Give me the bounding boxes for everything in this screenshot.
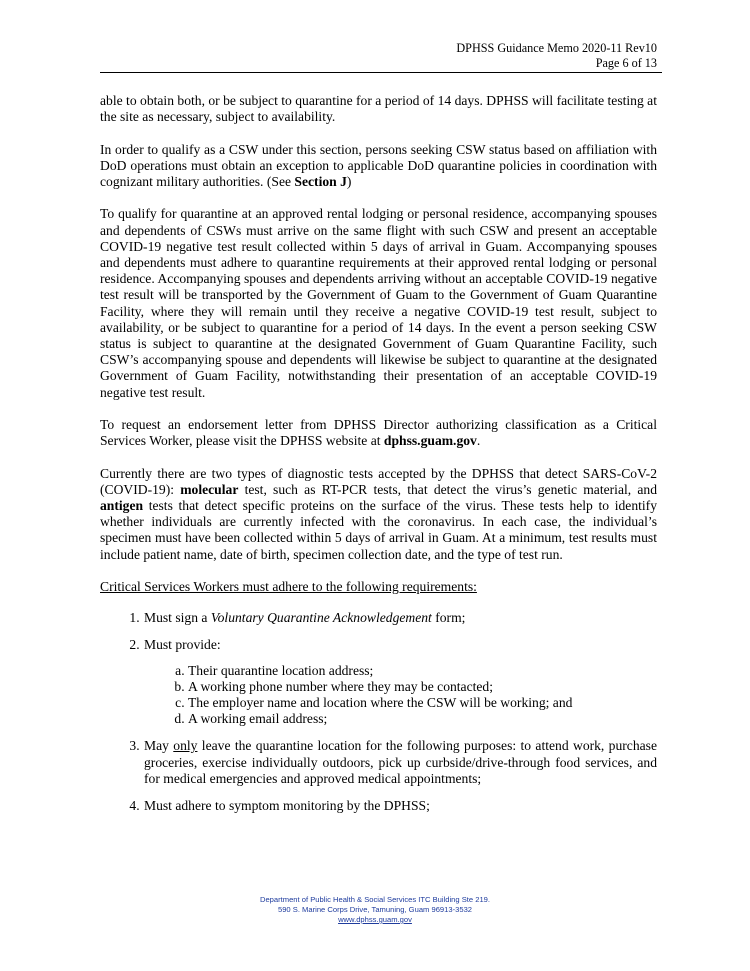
footer-address-line1: Department of Public Health & Social Services ITC Building Ste 219.: [259, 895, 491, 904]
sublist-item: b. A working phone number where they may be contacted;: [188, 679, 657, 695]
molecular-term: molecular: [180, 481, 239, 497]
sublist-item: d. A working email address;: [188, 711, 657, 727]
paragraph-dod-end: ): [346, 174, 352, 189]
req3-text-post: leave the quarantine location for the following purposes: to attend work, purchase groceries, exercise individually outdoors, pick up curbside/drive-through food services, and for medical emergencies and approved medical appointments;: [144, 738, 657, 786]
requirement-item: [143, 610, 657, 626]
page-footer: [0, 895, 750, 925]
requirement-item: [143, 738, 657, 787]
provide-sublist: [144, 663, 657, 728]
req1-text-pre: Must sign a: [144, 610, 211, 626]
sublist-item: a. Their quarantine location address;: [188, 663, 657, 679]
section-j-reference: Section J: [294, 174, 347, 189]
requirements-heading: Critical Services Workers must adhere to the following requirements:: [100, 579, 477, 595]
paragraph-endorsement-text: To request an endorsement letter from DPHSS Director authorizing classification as a Critical Services Worker, please visit the DPHSS website at: [100, 417, 657, 449]
requirement-item: 4. Must adhere to symptom monitoring by the DPHSS;: [143, 798, 657, 814]
page-number: Page 6 of 13: [595, 56, 657, 70]
sublist-item: c. The employer name and location where the CSW will be working; and: [188, 695, 657, 711]
footer-address-line2: 590 S. Marine Corps Drive, Tamuning, Guam 96913-3532: [277, 905, 473, 914]
req3-only: only: [173, 738, 198, 754]
requirements-list: [100, 610, 657, 814]
requirement-item: [143, 637, 657, 727]
memo-title: DPHSS Guidance Memo 2020-11 Rev10: [456, 41, 657, 55]
header-rule: [100, 72, 662, 73]
paragraph-tests: [100, 466, 657, 563]
paragraph-endorsement: [100, 417, 657, 449]
antigen-term: antigen: [100, 498, 144, 514]
paragraph-dod-text: In order to qualify as a CSW under this section, persons seeking CSW status based on affiliation with DoD operations must obtain an exception to applicable DoD quarantine policies in coordination with cognizant military authorities. (See: [100, 141, 657, 189]
footer-website-link[interactable]: www.dphss.guam.gov: [338, 915, 412, 924]
req1-text-post: form;: [431, 610, 466, 626]
paragraph-dependents: To qualify for quarantine at an approved rental lodging or personal residence, accompanying spouses and dependents of CSWs must arrive on the same flight with such CSW and present an acceptable COVID-19 negative test result collected within 5 days of arrival in Guam. Accompanying spouses and dependents must adhere to quarantine requirements at their approved rental lodging or personal residence. Accompanying spouses and dependents arriving without an acceptable COVID-19 negative test result will be transported by the Government of Guam to the Government of Guam Quarantine Facility, where they will remain until they receive a negative COVID-19 test result, subject to availability, or be subject to quarantine for a period of 14 days. In the event a person seeking CSW status is subject to quarantine at the designated Government of Guam Quarantine Facility, such CSW’s accompanying spouse and dependents will likewise be subject to quarantine at the designated Government of Guam Facility, notwithstanding their presentation of an acceptable COVID-19 negative test result.: [100, 206, 657, 400]
req2-text: Must provide:: [144, 637, 221, 653]
paragraph-testing: able to obtain both, or be subject to quarantine for a period of 14 days. DPHSS will facilitate testing at the site as necessary, subject to availability.: [100, 93, 657, 125]
page-header: [0, 41, 750, 71]
dphss-website-link[interactable]: dphss.guam.gov: [383, 433, 477, 449]
tests-text-a: Currently there are two types of diagnostic tests accepted by the DPHSS that detect SARS-CoV-2 (COVID-19):: [100, 465, 657, 497]
tests-text-d: tests that detect specific proteins on the surface of the virus. These tests help to identify whether individuals are currently infected with the coronavirus. In each case, the individual’s specimen must have been collected within 5 days of arrival in Guam. At a minimum, test results must include patient name, date of birth, specimen collection date, and the type of test run.: [100, 498, 657, 562]
req1-form-name: Voluntary Quarantine Acknowledgement: [210, 610, 432, 626]
document-body: [100, 93, 657, 825]
paragraph-dod: [100, 142, 657, 191]
req3-text-pre: May: [144, 738, 174, 754]
paragraph-endorsement-end: .: [476, 433, 481, 449]
tests-text-c: test, such as RT-PCR tests, that detect the virus’s genetic material, and: [238, 481, 657, 497]
